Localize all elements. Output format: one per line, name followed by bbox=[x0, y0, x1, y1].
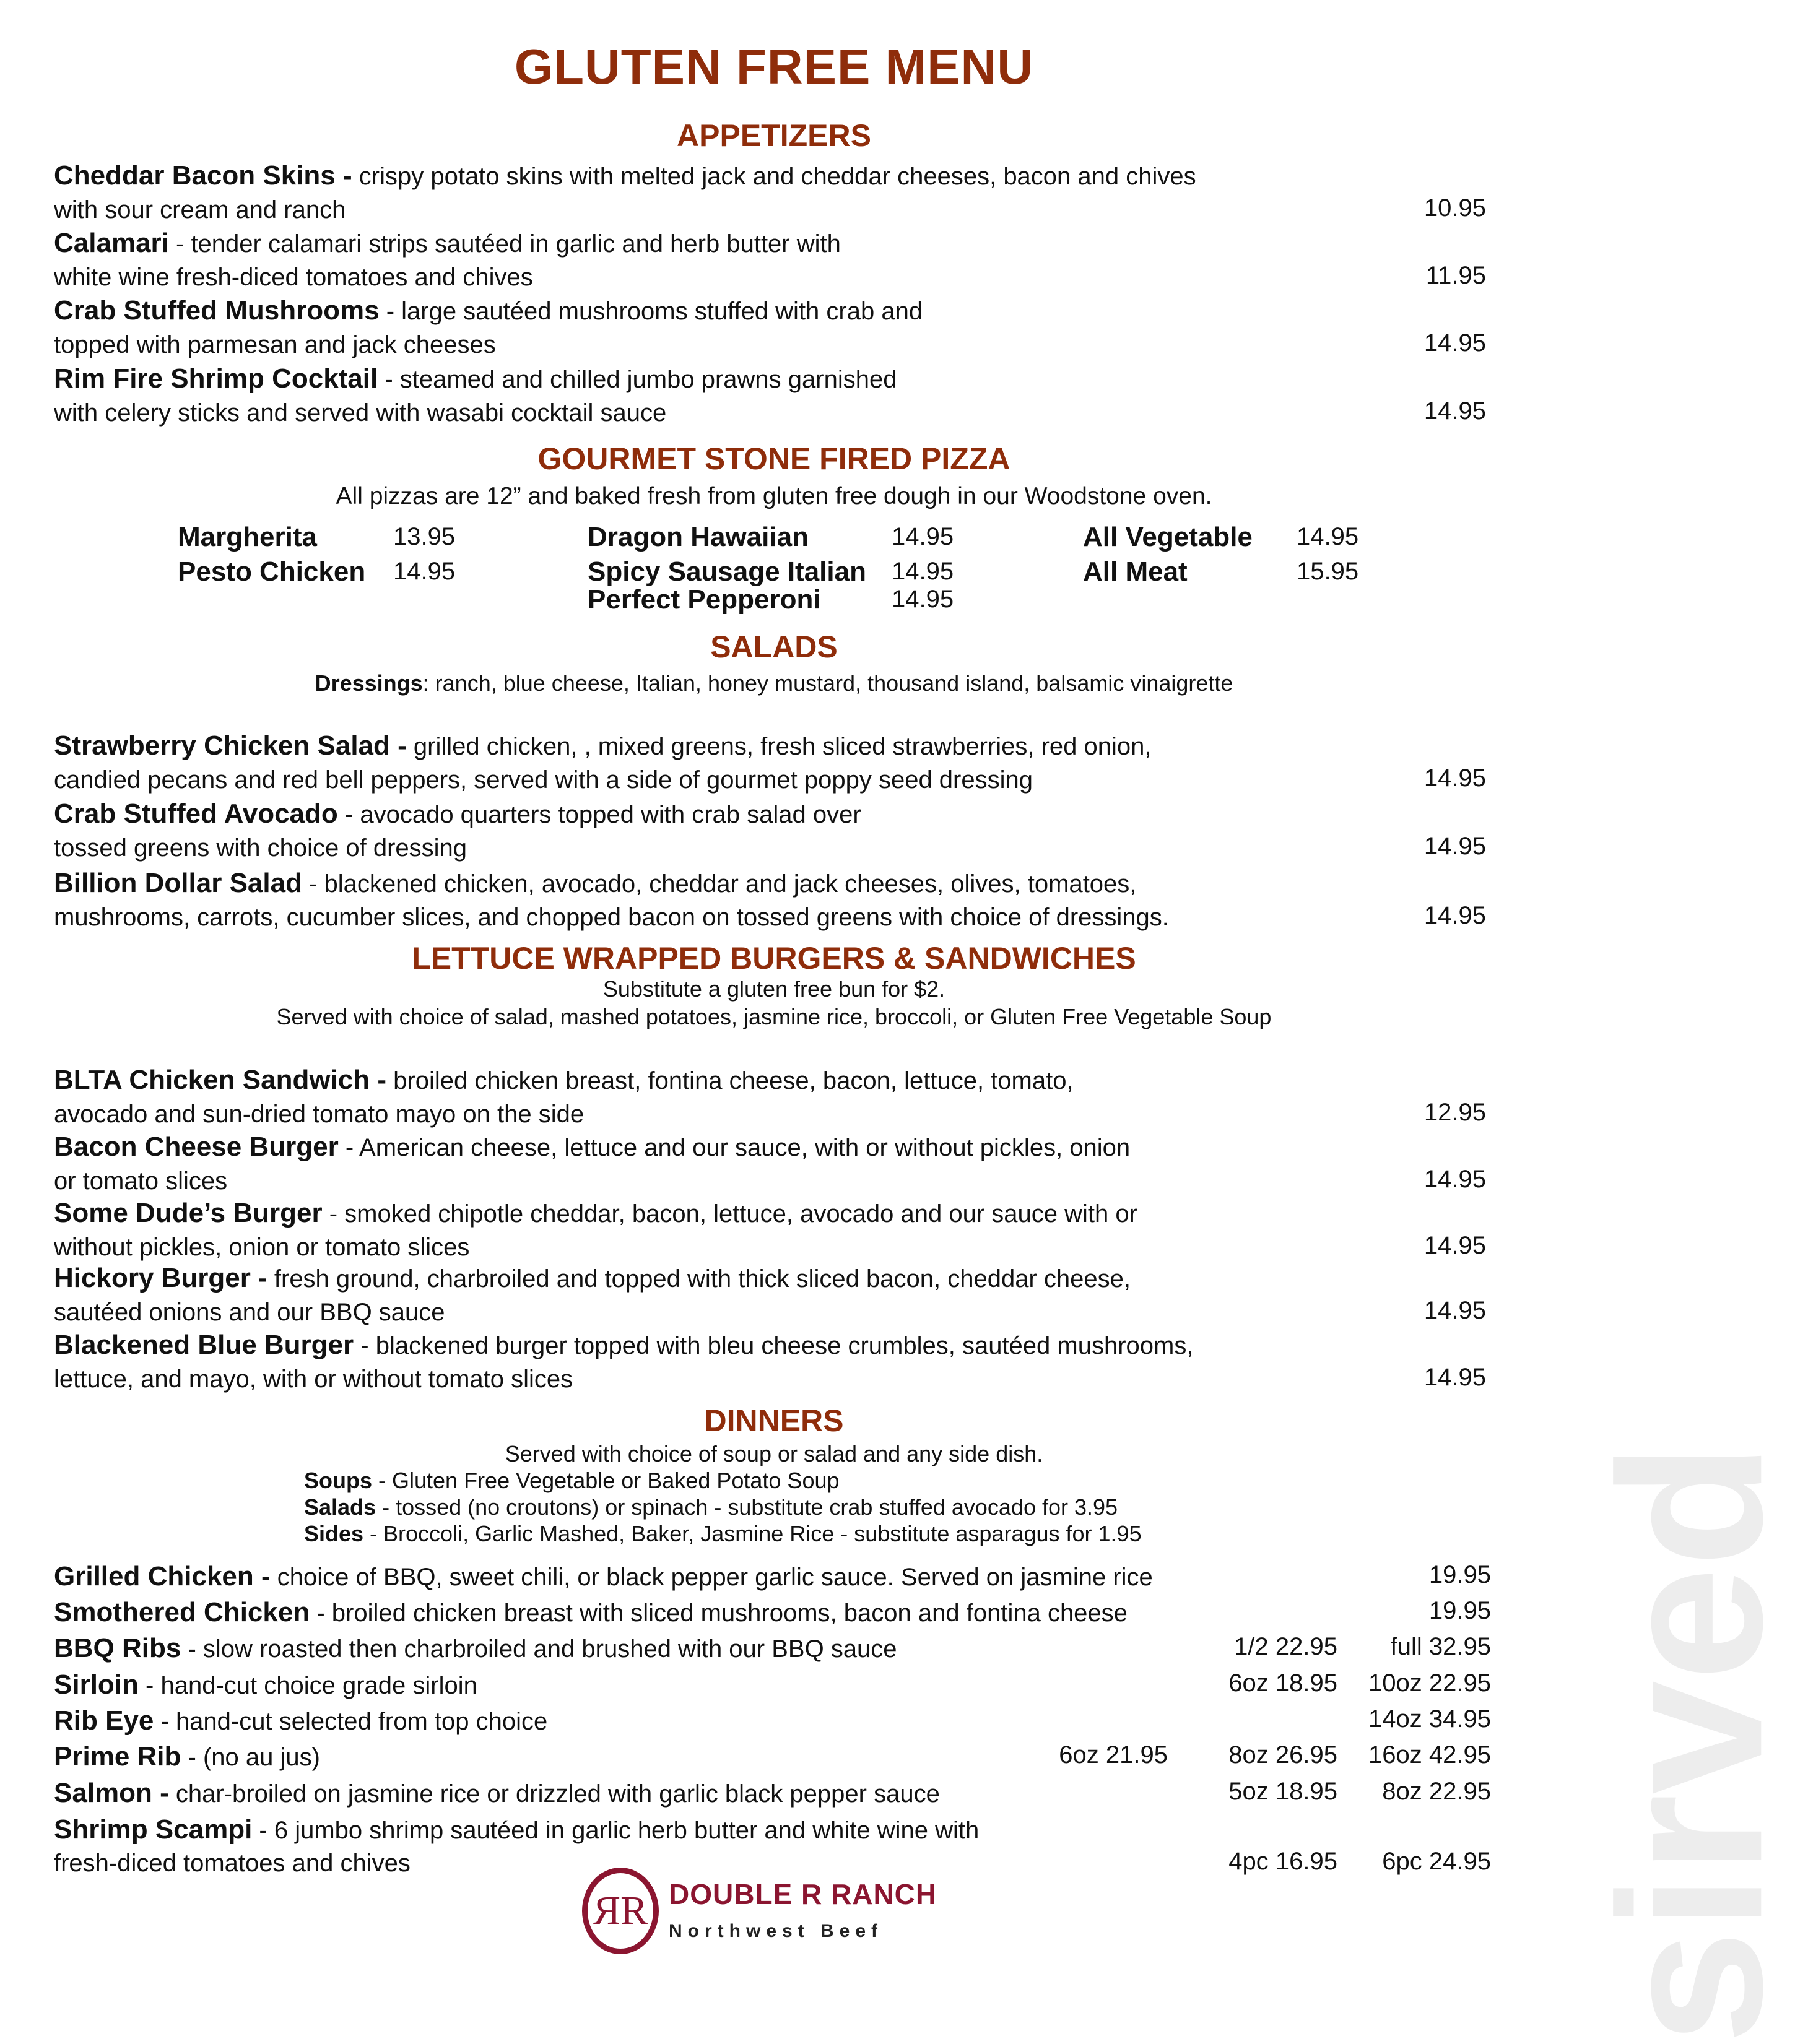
menu-item-line-2: topped with parmesan and jack cheeses bbox=[54, 331, 496, 358]
item-description: grilled chicken, , mixed greens, fresh sliced strawberries, red onion, bbox=[406, 733, 1152, 760]
section-heading-pizza: GOURMET STONE FIRED PIZZA bbox=[537, 441, 1010, 476]
item-name: Bacon Cheese Burger bbox=[54, 1132, 339, 1162]
item-name: Some Dude’s Burger bbox=[54, 1198, 323, 1228]
menu-item-line bbox=[54, 799, 861, 830]
menu-item-line bbox=[54, 160, 1196, 192]
dinner-item bbox=[54, 1705, 547, 1737]
item-name: Rim Fire Shrimp Cocktail bbox=[54, 363, 378, 394]
dinners-note: Served with choice of soup or salad and any side dish. bbox=[505, 1441, 1043, 1466]
dinner-item bbox=[54, 1778, 940, 1809]
item-name: Blackened Blue Burger bbox=[54, 1330, 354, 1360]
pizza-name: All Meat bbox=[1083, 556, 1188, 587]
pizza-name: All Vegetable bbox=[1083, 522, 1253, 552]
menu-item-line bbox=[54, 1330, 1193, 1361]
price-medium: 1/2 22.95 bbox=[1234, 1633, 1337, 1660]
price-medium: 4pc 16.95 bbox=[1228, 1848, 1337, 1875]
item-description: - avocado quarters topped with crab salad over bbox=[337, 801, 861, 828]
pizza-price: 15.95 bbox=[1297, 558, 1359, 585]
menu-item-line bbox=[54, 1263, 1131, 1294]
item-price: 11.95 bbox=[1425, 262, 1486, 289]
item-name: Sirloin bbox=[54, 1669, 139, 1700]
item-price: 14.95 bbox=[1423, 397, 1486, 425]
price-large: full 32.95 bbox=[1390, 1633, 1491, 1660]
menu-item-line-2: or tomato slices bbox=[54, 1167, 228, 1195]
menu-item-line-2: white wine fresh-diced tomatoes and chives bbox=[54, 264, 533, 291]
price-large: 6pc 24.95 bbox=[1382, 1848, 1491, 1875]
item-name: Grilled Chicken - bbox=[54, 1561, 271, 1591]
logo-name: DOUBLE R RANCH bbox=[669, 1878, 937, 1910]
section-heading-appetizers: APPETIZERS bbox=[677, 118, 871, 153]
item-description: - American cheese, lettuce and our sauce, with or without pickles, onion bbox=[338, 1134, 1131, 1161]
item-description: char-broiled on jasmine rice or drizzled with garlic black pepper sauce bbox=[168, 1780, 940, 1808]
item-description: - tender calamari strips sautéed in garlic and herb butter with bbox=[168, 230, 841, 258]
pizza-price: 13.95 bbox=[393, 523, 456, 550]
menu-item-line-2: mushrooms, carrots, cucumber slices, and chopped bacon on tossed greens with choice of dressings. bbox=[54, 904, 1169, 931]
item-description: - hand-cut choice grade sirloin bbox=[138, 1672, 477, 1699]
item-description: - 6 jumbo shrimp sautéed in garlic herb butter and white wine with bbox=[252, 1817, 980, 1844]
option-label: Salads bbox=[304, 1494, 376, 1520]
menu-item-line-2: with celery sticks and served with wasabi cocktail sauce bbox=[54, 399, 667, 427]
item-name: Hickory Burger - bbox=[54, 1263, 267, 1293]
item-description: - broiled chicken breast with sliced mushrooms, bacon and fontina cheese bbox=[310, 1600, 1128, 1627]
salad-dressings bbox=[0, 670, 1548, 696]
pizza-name: Pesto Chicken bbox=[178, 556, 366, 587]
item-price: 14.95 bbox=[1423, 329, 1486, 357]
dinner-side-option bbox=[304, 1468, 840, 1494]
item-description: broiled chicken breast, fontina cheese, bacon, lettuce, tomato, bbox=[386, 1067, 1074, 1094]
item-name: Prime Rib bbox=[54, 1741, 181, 1772]
item-price: 10.95 bbox=[1423, 194, 1486, 222]
price-large: 16oz 42.95 bbox=[1368, 1741, 1491, 1769]
dinner-item bbox=[54, 1669, 477, 1701]
section-heading-burgers: LETTUCE WRAPPED BURGERS & SANDWICHES bbox=[412, 941, 1136, 976]
burger-note-1: Substitute a gluten free bun for $2. bbox=[602, 976, 945, 1002]
item-description: choice of BBQ, sweet chili, or black pepper garlic sauce. Served on jasmine rice bbox=[270, 1564, 1153, 1591]
menu-title: GLUTEN FREE MENU bbox=[514, 39, 1034, 94]
item-price: 14.95 bbox=[1423, 902, 1486, 929]
sirved-watermark: sirved bbox=[1576, 1442, 1804, 2044]
option-text: - tossed (no croutons) or spinach - substitute crab stuffed avocado for 3.95 bbox=[376, 1494, 1118, 1520]
menu-item-line-2: avocado and sun-dried tomato mayo on the side bbox=[54, 1101, 585, 1128]
item-price: 14.95 bbox=[1423, 1297, 1486, 1324]
pizza-name: Perfect Pepperoni bbox=[588, 584, 821, 615]
burger-note-2: Served with choice of salad, mashed potatoes, jasmine rice, broccoli, or Gluten Free Vegetable Soup bbox=[276, 1004, 1272, 1029]
menu-item-line bbox=[54, 1065, 1074, 1096]
dinner-item bbox=[54, 1597, 1128, 1629]
menu-item-line bbox=[54, 228, 841, 259]
item-name: Salmon - bbox=[54, 1778, 169, 1808]
item-description: - hand-cut selected from top choice bbox=[154, 1708, 548, 1735]
option-text: - Broccoli, Garlic Mashed, Baker, Jasmine Rice - substitute asparagus for 1.95 bbox=[363, 1521, 1142, 1546]
dinner-item bbox=[54, 1633, 897, 1665]
item-description: crispy potato skins with melted jack and cheddar cheeses, bacon and chives bbox=[352, 163, 1196, 190]
dinner-side-option bbox=[304, 1521, 1142, 1547]
pizza-name: Margherita bbox=[178, 522, 317, 552]
dressings-list: : ranch, blue cheese, Italian, honey mustard, thousand island, balsamic vinaigrette bbox=[422, 670, 1233, 696]
item-name: Calamari bbox=[54, 228, 169, 258]
price-medium: 5oz 18.95 bbox=[1228, 1778, 1337, 1805]
item-price: 14.95 bbox=[1423, 1232, 1486, 1259]
menu-item-line-2: with sour cream and ranch bbox=[54, 196, 346, 223]
item-description: - steamed and chilled jumbo prawns garnished bbox=[378, 366, 897, 393]
price-large: 8oz 22.95 bbox=[1382, 1778, 1491, 1805]
item-description: - blackened burger topped with bleu cheese crumbles, sautéed mushrooms, bbox=[354, 1332, 1194, 1359]
option-label: Soups bbox=[304, 1468, 373, 1493]
item-name: Crab Stuffed Avocado bbox=[54, 799, 338, 829]
section-heading-salads: SALADS bbox=[710, 630, 838, 664]
price-large: 19.95 bbox=[1428, 1561, 1491, 1588]
item-description: - (no au jus) bbox=[181, 1744, 320, 1771]
item-name: Shrimp Scampi bbox=[54, 1814, 253, 1845]
menu-item-line-2: without pickles, onion or tomato slices bbox=[54, 1234, 470, 1261]
pizza-price: 14.95 bbox=[892, 523, 954, 550]
pizza-price: 14.95 bbox=[393, 558, 456, 585]
item-description: fresh ground, charbroiled and topped with thick sliced bacon, cheddar cheese, bbox=[267, 1265, 1131, 1293]
item-price: 14.95 bbox=[1423, 764, 1486, 792]
menu-item-line bbox=[54, 868, 1136, 899]
price-small: 6oz 21.95 bbox=[1059, 1741, 1168, 1769]
item-description: - smoked chipotle cheddar, bacon, lettuce, avocado and our sauce with or bbox=[322, 1200, 1137, 1228]
pizza-price: 14.95 bbox=[892, 558, 954, 585]
menu-item-line-2: tossed greens with choice of dressing bbox=[54, 834, 467, 862]
item-price: 14.95 bbox=[1423, 1364, 1486, 1391]
double-r-ranch-logo bbox=[582, 1866, 966, 1959]
price-large: 10oz 22.95 bbox=[1368, 1669, 1491, 1697]
price-medium: 8oz 26.95 bbox=[1228, 1741, 1337, 1769]
dinner-side-option bbox=[304, 1494, 1118, 1520]
item-description: - slow roasted then charbroiled and brushed with our BBQ sauce bbox=[181, 1635, 897, 1663]
menu-item-line-2: sautéed onions and our BBQ sauce bbox=[54, 1299, 445, 1326]
pizza-name: Spicy Sausage Italian bbox=[588, 556, 866, 587]
dressings-label: Dressings bbox=[315, 670, 423, 696]
item-name: Rib Eye bbox=[54, 1705, 154, 1736]
pizza-name: Dragon Hawaiian bbox=[588, 522, 809, 552]
dinner-item bbox=[54, 1814, 979, 1846]
menu-item-line-2: lettuce, and mayo, with or without tomato slices bbox=[54, 1366, 573, 1393]
item-price: 14.95 bbox=[1423, 1166, 1486, 1193]
item-name: Smothered Chicken bbox=[54, 1597, 310, 1627]
item-price: 14.95 bbox=[1423, 833, 1486, 860]
section-heading-dinners: DINNERS bbox=[704, 1403, 844, 1438]
item-name: BBQ Ribs bbox=[54, 1633, 181, 1663]
logo-tagline: Northwest Beef bbox=[669, 1921, 884, 1941]
menu-item-line bbox=[54, 730, 1152, 762]
dinner-item bbox=[54, 1741, 320, 1773]
item-description: - blackened chicken, avocado, cheddar and jack cheeses, olives, tomatoes, bbox=[302, 870, 1137, 898]
dinner-item bbox=[54, 1561, 1153, 1593]
pizza-price: 14.95 bbox=[892, 586, 954, 613]
menu-item-line bbox=[54, 295, 923, 327]
menu-item-line bbox=[54, 1132, 1130, 1163]
menu-item-line bbox=[54, 363, 897, 395]
price-medium: 6oz 18.95 bbox=[1228, 1669, 1337, 1697]
item-name: Crab Stuffed Mushrooms bbox=[54, 295, 380, 326]
item-name: Cheddar Bacon Skins - bbox=[54, 160, 352, 191]
option-text: - Gluten Free Vegetable or Baked Potato Soup bbox=[372, 1468, 840, 1493]
menu-item-line bbox=[54, 1198, 1137, 1229]
pizza-note: All pizzas are 12” and baked fresh from gluten free dough in our Woodstone oven. bbox=[336, 483, 1212, 509]
item-price: 12.95 bbox=[1423, 1099, 1486, 1126]
pizza-price: 14.95 bbox=[1297, 523, 1359, 550]
price-large: 19.95 bbox=[1428, 1597, 1491, 1624]
item-name: Billion Dollar Salad bbox=[54, 868, 302, 898]
price-large: 14oz 34.95 bbox=[1368, 1705, 1491, 1733]
item-description: - large sautéed mushrooms stuffed with crab and bbox=[379, 298, 923, 325]
option-label: Sides bbox=[304, 1521, 364, 1546]
logo-mark-icon: ЯR bbox=[582, 1868, 659, 1954]
item-name: Strawberry Chicken Salad - bbox=[54, 730, 407, 761]
menu-item-line-2: candied pecans and red bell peppers, served with a side of gourmet poppy seed dressing bbox=[54, 766, 1033, 794]
dinner-item-line-2: fresh-diced tomatoes and chives bbox=[54, 1850, 411, 1877]
item-name: BLTA Chicken Sandwich - bbox=[54, 1065, 387, 1095]
